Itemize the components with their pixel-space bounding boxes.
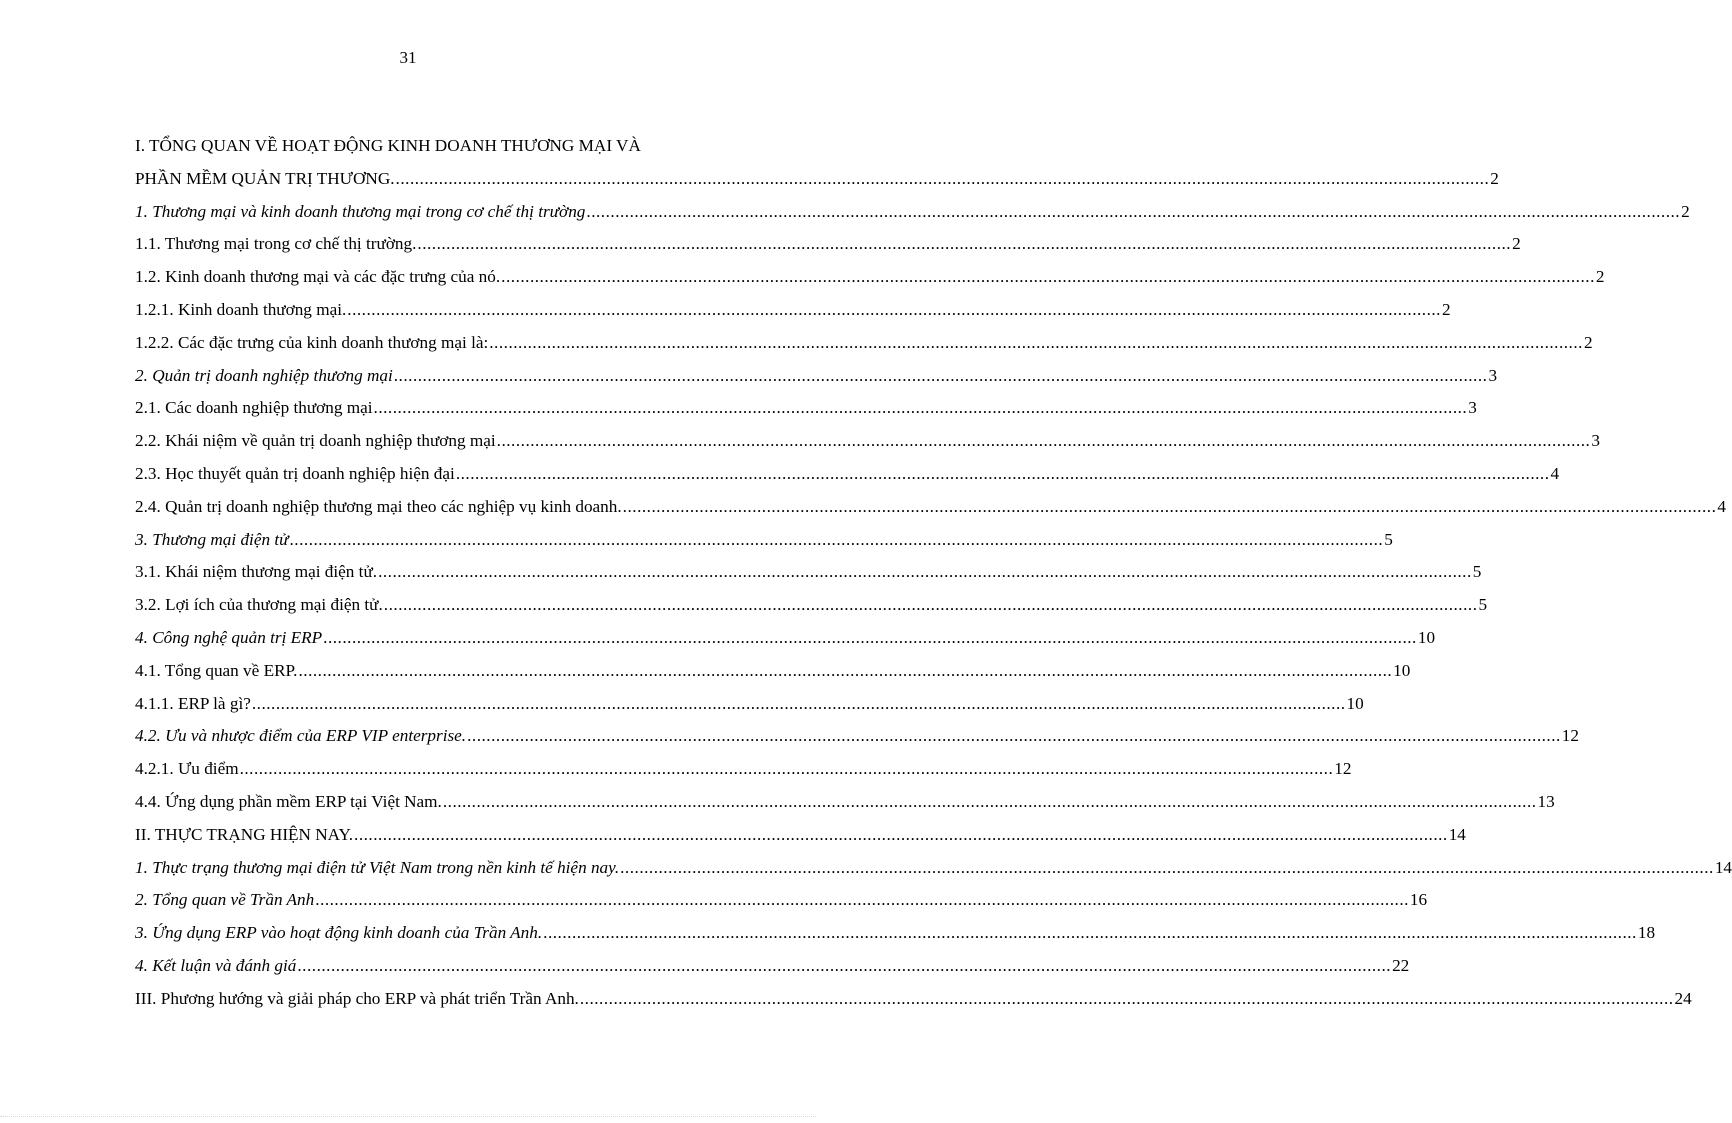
toc-entry-text: 4.1.1. ERP là gì? bbox=[135, 693, 251, 713]
toc-entry[interactable] bbox=[135, 819, 1466, 852]
toc-entry[interactable] bbox=[135, 983, 1692, 1016]
dot-leader bbox=[347, 294, 1441, 327]
toc-entry-page: 10 bbox=[1393, 660, 1411, 680]
toc-entry-page: 2 bbox=[1490, 168, 1499, 188]
toc-entry[interactable] bbox=[135, 884, 1428, 917]
dot-leader bbox=[384, 589, 1478, 622]
toc-entry-text: 1. Thương mại và kinh doanh thương mại trong cơ chế thị trường bbox=[135, 201, 586, 221]
toc-entry-text: 3.2. Lợi ích của thương mại điện tử. bbox=[135, 595, 383, 615]
dot-leader bbox=[396, 163, 1490, 196]
toc-entry-page: 13 bbox=[1537, 791, 1555, 811]
dot-leader bbox=[252, 688, 1346, 721]
toc-entry-page: 10 bbox=[1346, 693, 1364, 713]
dot-leader bbox=[620, 852, 1714, 885]
dot-leader bbox=[323, 622, 1417, 655]
toc-entry[interactable] bbox=[135, 228, 1521, 261]
dot-leader bbox=[354, 819, 1448, 852]
toc-entry-page: 12 bbox=[1561, 726, 1579, 746]
toc-entry-text: 2.2. Khái niệm về quản trị doanh nghiệp thương mại bbox=[135, 431, 496, 451]
toc-entry[interactable] bbox=[135, 261, 1605, 294]
dot-leader bbox=[297, 950, 1391, 983]
dot-leader bbox=[315, 884, 1409, 917]
dot-leader bbox=[580, 983, 1674, 1016]
toc-entry[interactable] bbox=[135, 524, 1393, 557]
toc-entry-text: 3. Thương mại điện tử bbox=[135, 529, 289, 549]
toc-entry[interactable] bbox=[135, 491, 1726, 524]
toc-entry-text: 1.1. Thương mại trong cơ chế thị trường. bbox=[135, 234, 417, 254]
dot-leader bbox=[290, 524, 1384, 557]
toc-entry-text: 4. Công nghệ quản trị ERP bbox=[135, 627, 323, 647]
toc-entry-page: 5 bbox=[1472, 562, 1482, 582]
toc-entry[interactable] bbox=[135, 392, 1477, 425]
toc-entry-page: 16 bbox=[1409, 890, 1428, 910]
toc-entry-page: 14 bbox=[1448, 824, 1466, 844]
dot-leader bbox=[543, 917, 1637, 950]
toc-entry[interactable] bbox=[135, 425, 1600, 458]
dot-leader bbox=[586, 196, 1680, 229]
dot-leader bbox=[374, 392, 1468, 425]
toc-entry[interactable] bbox=[135, 360, 1498, 393]
toc-entry[interactable] bbox=[135, 327, 1593, 360]
toc-entry-page: 3 bbox=[1468, 398, 1477, 418]
toc-entry-text: III. Phương hướng và giải pháp cho ERP và phát triển Trần Anh. bbox=[135, 988, 579, 1008]
toc-entry-text: 3.1. Khái niệm thương mại điện tử. bbox=[135, 562, 378, 582]
toc-entry[interactable] bbox=[135, 688, 1364, 721]
toc-entry-page: 4 bbox=[1717, 496, 1726, 516]
toc-entry[interactable] bbox=[135, 196, 1690, 229]
table-of-contents bbox=[135, 130, 1732, 1016]
toc-entry[interactable] bbox=[135, 720, 1579, 753]
toc-entry[interactable] bbox=[135, 852, 1732, 885]
toc-entry-text: 4.4. Ứng dụng phần mềm ERP tại Việt Nam. bbox=[135, 791, 442, 811]
toc-entry[interactable] bbox=[135, 622, 1436, 655]
toc-entry-page: 4 bbox=[1550, 463, 1560, 483]
toc-entry-text: PHẦN MỀM QUẢN TRỊ THƯƠNG. bbox=[135, 168, 395, 188]
toc-entry-text: 2.1. Các doanh nghiệp thương mại bbox=[135, 398, 373, 418]
toc-entry-text: 1. Thực trạng thương mại điện tử Việt Nam trong nền kinh tế hiện nay. bbox=[135, 857, 620, 877]
dot-leader bbox=[240, 753, 1334, 786]
toc-entry-page: 12 bbox=[1334, 759, 1352, 779]
toc-entry-text: 4.2. Ưu và nhược điểm của ERP VIP enterprise. bbox=[135, 726, 467, 746]
dot-leader bbox=[489, 327, 1583, 360]
toc-entry-page: 2 bbox=[1681, 201, 1690, 221]
toc-entry-text: II. THỰC TRẠNG HIỆN NAY. bbox=[135, 824, 354, 844]
toc-entry[interactable] bbox=[135, 753, 1352, 786]
toc-entry[interactable] bbox=[135, 917, 1656, 950]
toc-entry[interactable] bbox=[135, 655, 1411, 688]
page-number: 31 bbox=[399, 48, 417, 67]
toc-entry-text: 1.2.1. Kinh doanh thương mại. bbox=[135, 299, 347, 319]
dot-leader bbox=[417, 228, 1511, 261]
toc-entry-text: 1.2.2. Các đặc trưng của kinh doanh thương mại là: bbox=[135, 332, 489, 352]
toc-entry-page: 18 bbox=[1637, 923, 1656, 943]
toc-entry-page: 5 bbox=[1384, 529, 1393, 549]
toc-entry-text: 2. Tổng quan về Trần Anh bbox=[135, 890, 315, 910]
toc-entry-page: 2 bbox=[1512, 234, 1521, 254]
toc-entry-text: 2. Quản trị doanh nghiệp thương mại bbox=[135, 365, 393, 385]
dot-leader bbox=[456, 458, 1550, 491]
toc-entry[interactable] bbox=[135, 294, 1451, 327]
toc-entry-text: 2.4. Quản trị doanh nghiệp thương mại theo các nghiệp vụ kinh doanh. bbox=[135, 496, 622, 516]
bottom-divider bbox=[0, 1116, 816, 1117]
toc-entry[interactable] bbox=[135, 458, 1560, 491]
toc-entry[interactable] bbox=[135, 556, 1482, 589]
toc-entry-page: 24 bbox=[1674, 988, 1692, 1008]
dot-leader bbox=[443, 786, 1537, 819]
toc-heading-line-2 bbox=[135, 163, 1499, 196]
toc-entry-text: 1.2. Kinh doanh thương mại và các đặc trưng của nó. bbox=[135, 267, 501, 287]
toc-entry-page: 2 bbox=[1583, 332, 1593, 352]
toc-entry-page: 14 bbox=[1714, 857, 1732, 877]
toc-entry[interactable] bbox=[135, 950, 1410, 983]
toc-entry[interactable] bbox=[135, 589, 1488, 622]
toc-entry-page: 3 bbox=[1488, 365, 1498, 385]
dot-leader bbox=[467, 720, 1561, 753]
toc-entry[interactable] bbox=[135, 786, 1555, 819]
toc-entry-text: 4.1. Tổng quan về ERP. bbox=[135, 660, 298, 680]
dot-leader bbox=[298, 655, 1392, 688]
toc-entry-page: 5 bbox=[1478, 595, 1488, 615]
toc-entry-list bbox=[135, 196, 1732, 1016]
toc-entry-text: 2.3. Học thuyết quản trị doanh nghiệp hiện đại bbox=[135, 463, 455, 483]
toc-entry-page: 22 bbox=[1392, 955, 1410, 975]
toc-heading-line-1: I. TỔNG QUAN VỀ HOẠT ĐỘNG KINH DOANH THƯƠNG MẠI VÀ bbox=[135, 136, 641, 155]
dot-leader bbox=[394, 360, 1488, 393]
toc-entry-text: 4.2.1. Ưu điểm bbox=[135, 759, 239, 779]
toc-entry-page: 2 bbox=[1441, 299, 1451, 319]
dot-leader bbox=[378, 556, 1472, 589]
toc-entry-text: 3. Ứng dụng ERP vào hoạt động kinh doanh của Trần Anh. bbox=[135, 923, 543, 943]
dot-leader bbox=[501, 261, 1595, 294]
toc-entry-page: 3 bbox=[1591, 431, 1600, 451]
toc-entry-page: 2 bbox=[1595, 267, 1605, 287]
dot-leader bbox=[623, 491, 1717, 524]
toc-entry-text: 4. Kết luận và đánh giá bbox=[135, 955, 297, 975]
toc-entry-page: 10 bbox=[1417, 627, 1436, 647]
dot-leader bbox=[497, 425, 1591, 458]
